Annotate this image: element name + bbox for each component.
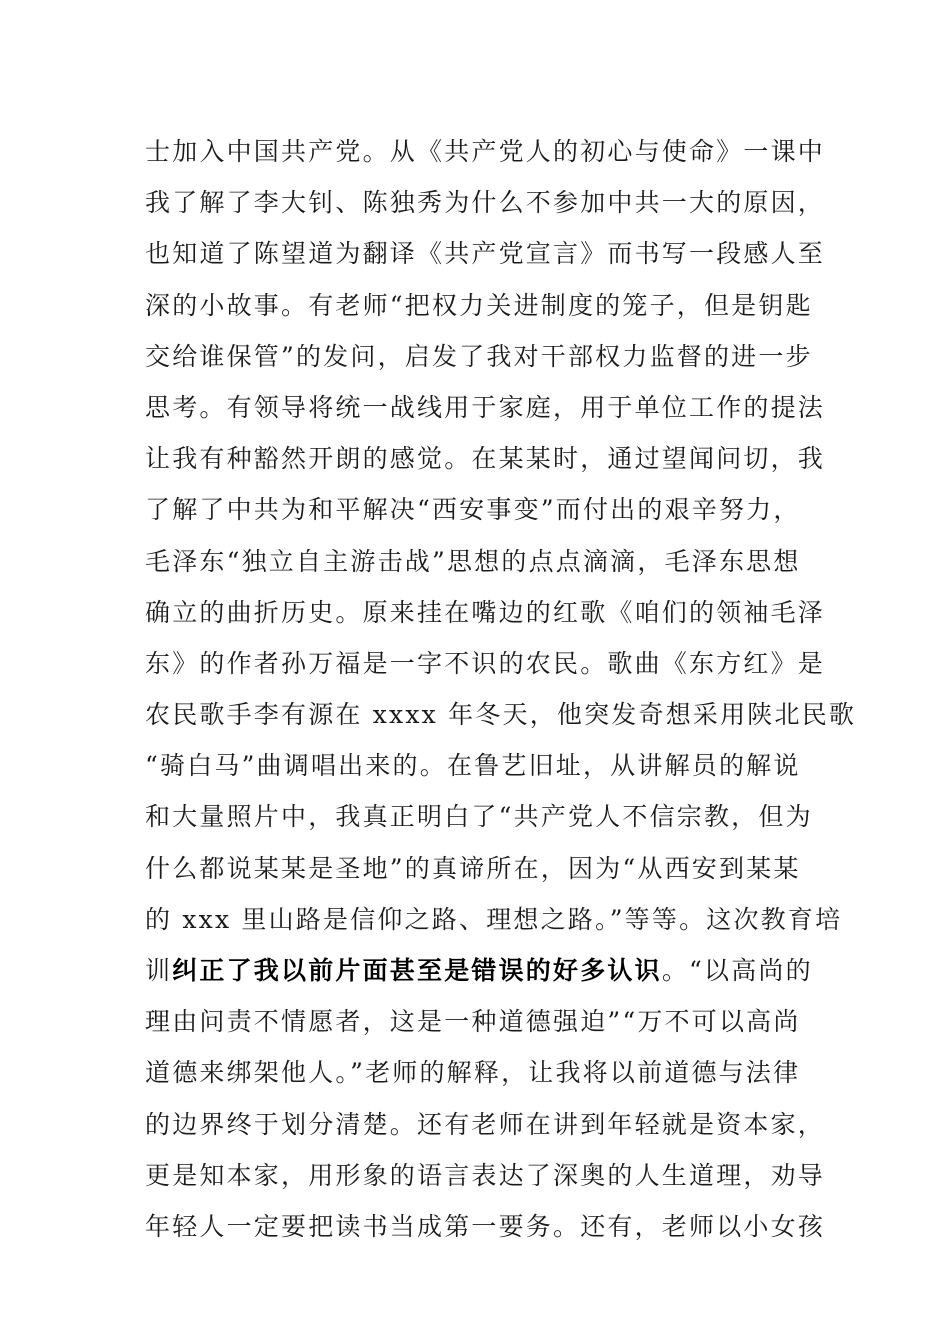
text-line-10: 确立的曲折历史。原来挂在嘴边的红歌《咱们的领袖毛泽 (145, 597, 826, 627)
body-text (145, 126, 857, 1252)
text-line-11: 东》的作者孙万福是一字不识的农民。歌曲《东方红》是 (145, 648, 826, 678)
text-line-13: “骑白马”曲调唱出来的。在鲁艺旧址，从讲解员的解说 (145, 751, 801, 781)
text-line-3: 也知道了陈望道为翻译《共产党宣言》而书写一段感人至 (145, 239, 826, 269)
text-line-16: 的 xxx 里山路是信仰之路、理想之路。”等等。这次教育培 (145, 904, 843, 934)
text-line-5: 交给谁保管”的发问，启发了我对干部权力监督的进一步 (145, 341, 813, 371)
line-17-prefix: 训 (145, 956, 173, 985)
text-line-17 (145, 945, 813, 996)
text-line-2: 我了解了李大钊、陈独秀为什么不参加中共一大的原因， (145, 188, 826, 218)
text-line-20: 的边界终于划分清楚。还有老师在讲到年轻就是资本家， (145, 1109, 826, 1139)
text-line-14: 和大量照片中，我真正明白了“共产党人不信宗教，但为 (145, 802, 813, 832)
text-line-22: 年轻人一定要把读书当成第一要务。还有，老师以小女孩 (145, 1211, 826, 1241)
bold-emphasis: 纠正了我以前片面甚至是错误的好多认识 (172, 956, 662, 985)
text-line-7: 让我有种豁然开朗的感觉。在某某时，通过望闻问切，我 (145, 444, 826, 474)
line-17-suffix: 。“以高尚的 (661, 956, 813, 985)
text-line-18: 理由问责不情愿者，这是一种道德强迫”“万不可以高尚 (145, 1007, 801, 1037)
text-line-15: 什么都说某某是圣地”的真谛所在，因为“从西安到某某 (145, 853, 801, 883)
text-line-19: 道德来绑架他人。”老师的解释，让我将以前道德与法律 (145, 1058, 801, 1088)
text-line-21: 更是知本家，用形象的语言表达了深奥的人生道理，劝导 (145, 1160, 826, 1190)
text-line-1: 士加入中国共产党。从《共产党人的初心与使命》一课中 (145, 137, 826, 166)
text-line-12: 农民歌手李有源在 xxxx 年冬天，他突发奇想采用陕北民歌 (145, 700, 857, 730)
text-line-6: 思考。有领导将统一战线用于家庭，用于单位工作的提法 (145, 392, 826, 422)
text-line-8: 了解了中共为和平解决“西安事变”而付出的艰辛努力， (145, 495, 801, 525)
text-line-4: 深的小故事。有老师“把权力关进制度的笼子，但是钥匙 (145, 290, 813, 320)
text-line-9: 毛泽东“独立自主游击战”思想的点点滴滴，毛泽东思想 (145, 546, 801, 576)
